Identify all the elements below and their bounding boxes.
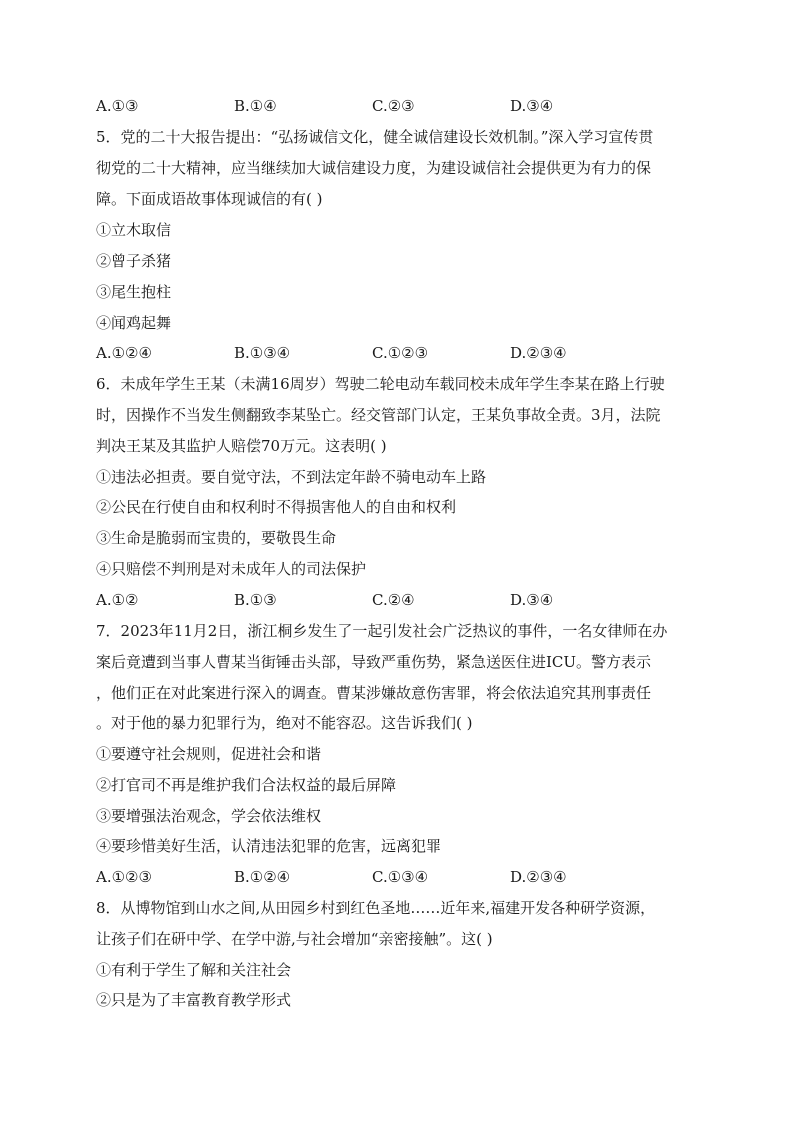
q6-choices — [96, 590, 706, 610]
q6-stem-line: 时，因操作不当发生侧翻致李某坠亡。经交管部门认定，王某负事故全责。3月，法院 — [96, 406, 661, 424]
q5-stem-line: 障。下面成语故事体现诚信的有( ) — [96, 190, 323, 208]
q7-option: ②打官司不再是维护我们合法权益的最后屏障 — [96, 776, 397, 794]
q6-option: ①违法必担责。要自觉守法，不到法定年龄不骑电动车上路 — [96, 468, 487, 486]
q7-stem-line: 。对于他的暴力犯罪行为，绝对不能容忍。这告诉我们( ) — [96, 714, 473, 732]
q7-stem-line: ，他们正在对此案进行深入的调查。曹某涉嫌故意伤害罪，将会依法追究其刑事责任 — [96, 684, 652, 702]
q7-option: ③要增强法治观念，学会依法维权 — [96, 807, 322, 825]
q8-stem-line: 8．从博物馆到山水之间,从田园乡村到红色圣地……近年来,福建开发各种研学资源， — [96, 899, 656, 917]
choice-a: A.①③ — [96, 97, 139, 115]
choice-d: D.③④ — [510, 591, 554, 609]
choice-a: A.①②③ — [96, 868, 152, 886]
q6-stem-line: 判决王某及其监护人赔偿70万元。这表明( ) — [96, 437, 387, 455]
q6-option: ③生命是脆弱而宝贵的，要敬畏生命 — [96, 529, 337, 547]
choice-c: C.②③ — [372, 97, 415, 115]
choice-c: C.①③④ — [372, 868, 429, 886]
q5-option: ②曾子杀猪 — [96, 252, 172, 270]
q7-option: ④要珍惜美好生活，认清违法犯罪的危害，远离犯罪 — [96, 837, 442, 855]
choice-d: D.②③④ — [510, 344, 567, 362]
choice-a: A.①② — [96, 591, 139, 609]
q6-option: ②公民在行使自由和权利时不得损害他人的自由和权利 — [96, 498, 457, 516]
q7-stem-line: 案后竟遭到当事人曹某当街锤击头部，导致严重伤势，紧急送医住进ICU。警方表示 — [96, 653, 652, 671]
q7-option: ①要遵守社会规则，促进社会和谐 — [96, 745, 322, 763]
q5-option: ④闻鸡起舞 — [96, 314, 172, 332]
q6-option: ④只赔偿不判刑是对未成年人的司法保护 — [96, 560, 367, 578]
q5-stem-line: 彻党的二十大精神，应当继续加大诚信建设力度，为建设诚信社会提供更为有力的保 — [96, 159, 652, 177]
q8-option: ②只是为了丰富教育教学形式 — [96, 991, 292, 1009]
q8-stem-line: 让孩子们在研中学、在学中游,与社会增加“亲密接触”。这( ) — [96, 930, 493, 948]
choice-b: B.①③④ — [234, 344, 291, 362]
choice-c: C.②④ — [372, 591, 415, 609]
choice-c: C.①②③ — [372, 344, 429, 362]
q7-choices — [96, 867, 706, 887]
choice-d: D.②③④ — [510, 868, 567, 886]
q7-stem-line: 7．2023年11月2日，浙江桐乡发生了一起引发社会广泛热议的事件，一名女律师在办 — [96, 622, 668, 640]
q4-choices — [96, 96, 706, 116]
choice-b: B.①②④ — [234, 868, 291, 886]
choice-b: B.①④ — [234, 97, 277, 115]
q6-stem-line: 6．未成年学生王某（未满16周岁）驾驶二轮电动车载同校未成年学生李某在路上行驶 — [96, 375, 665, 393]
choice-b: B.①③ — [234, 591, 277, 609]
q5-option: ③尾生抱柱 — [96, 283, 172, 301]
q5-choices — [96, 343, 706, 363]
choice-d: D.③④ — [510, 97, 554, 115]
q8-option: ①有利于学生了解和关注社会 — [96, 961, 292, 979]
q5-option: ①立木取信 — [96, 221, 172, 239]
choice-a: A.①②④ — [96, 344, 152, 362]
q5-stem-line: 5．党的二十大报告提出：“弘扬诚信文化，健全诚信建设长效机制。”深入学习宣传贯 — [96, 128, 654, 146]
